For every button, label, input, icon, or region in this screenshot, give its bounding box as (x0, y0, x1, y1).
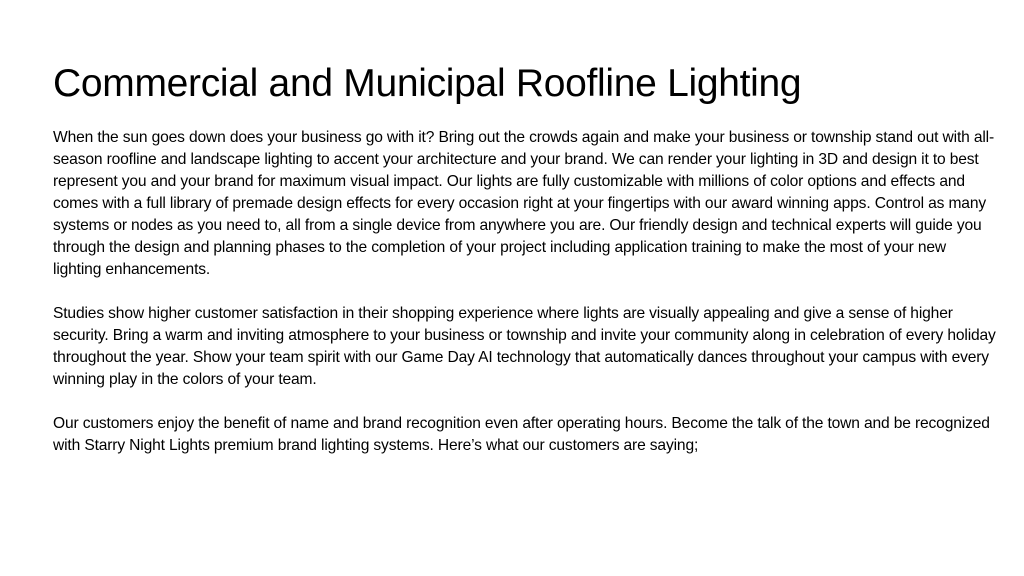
paragraph-studies: Studies show higher customer satisfaction in their shopping experience where lights are visually appealing and give a sense of higher security. Bring a warm and inviting atmosphere to your business or township and invite your community along in celebration of every holiday throughout the year. Show your team spirit with our Game Day AI technology that automatically dances throughout your campus with every winning play in the colors of your team. (53, 305, 996, 388)
slide-body (53, 127, 997, 479)
paragraph-intro: When the sun goes down does your business go with it? Bring out the crowds again and make your business or township stand out with all-season roofline and landscape lighting to accent your architecture and your brand. We can render your lighting in 3D and design it to best represent you and your brand for maximum visual impact. Our lights are fully customizable with millions of color options and effects and comes with a full library of premade design effects for every occasion right at your fingertips with our award winning apps. Control as many systems or nodes as you need to, all from a single device from anywhere you are. Our friendly design and technical experts will guide you through the design and planning phases to the completion of your project including application training to make the most of your new lighting enhancements. (53, 129, 995, 278)
slide-title: Commercial and Municipal Roofline Lighting (53, 62, 802, 105)
paragraph-customers: Our customers enjoy the benefit of name and brand recognition even after operating hours. Become the talk of the town and be recognized with Starry Night Lights premium brand lighting systems. Here’s what our customers are saying; (53, 415, 990, 454)
